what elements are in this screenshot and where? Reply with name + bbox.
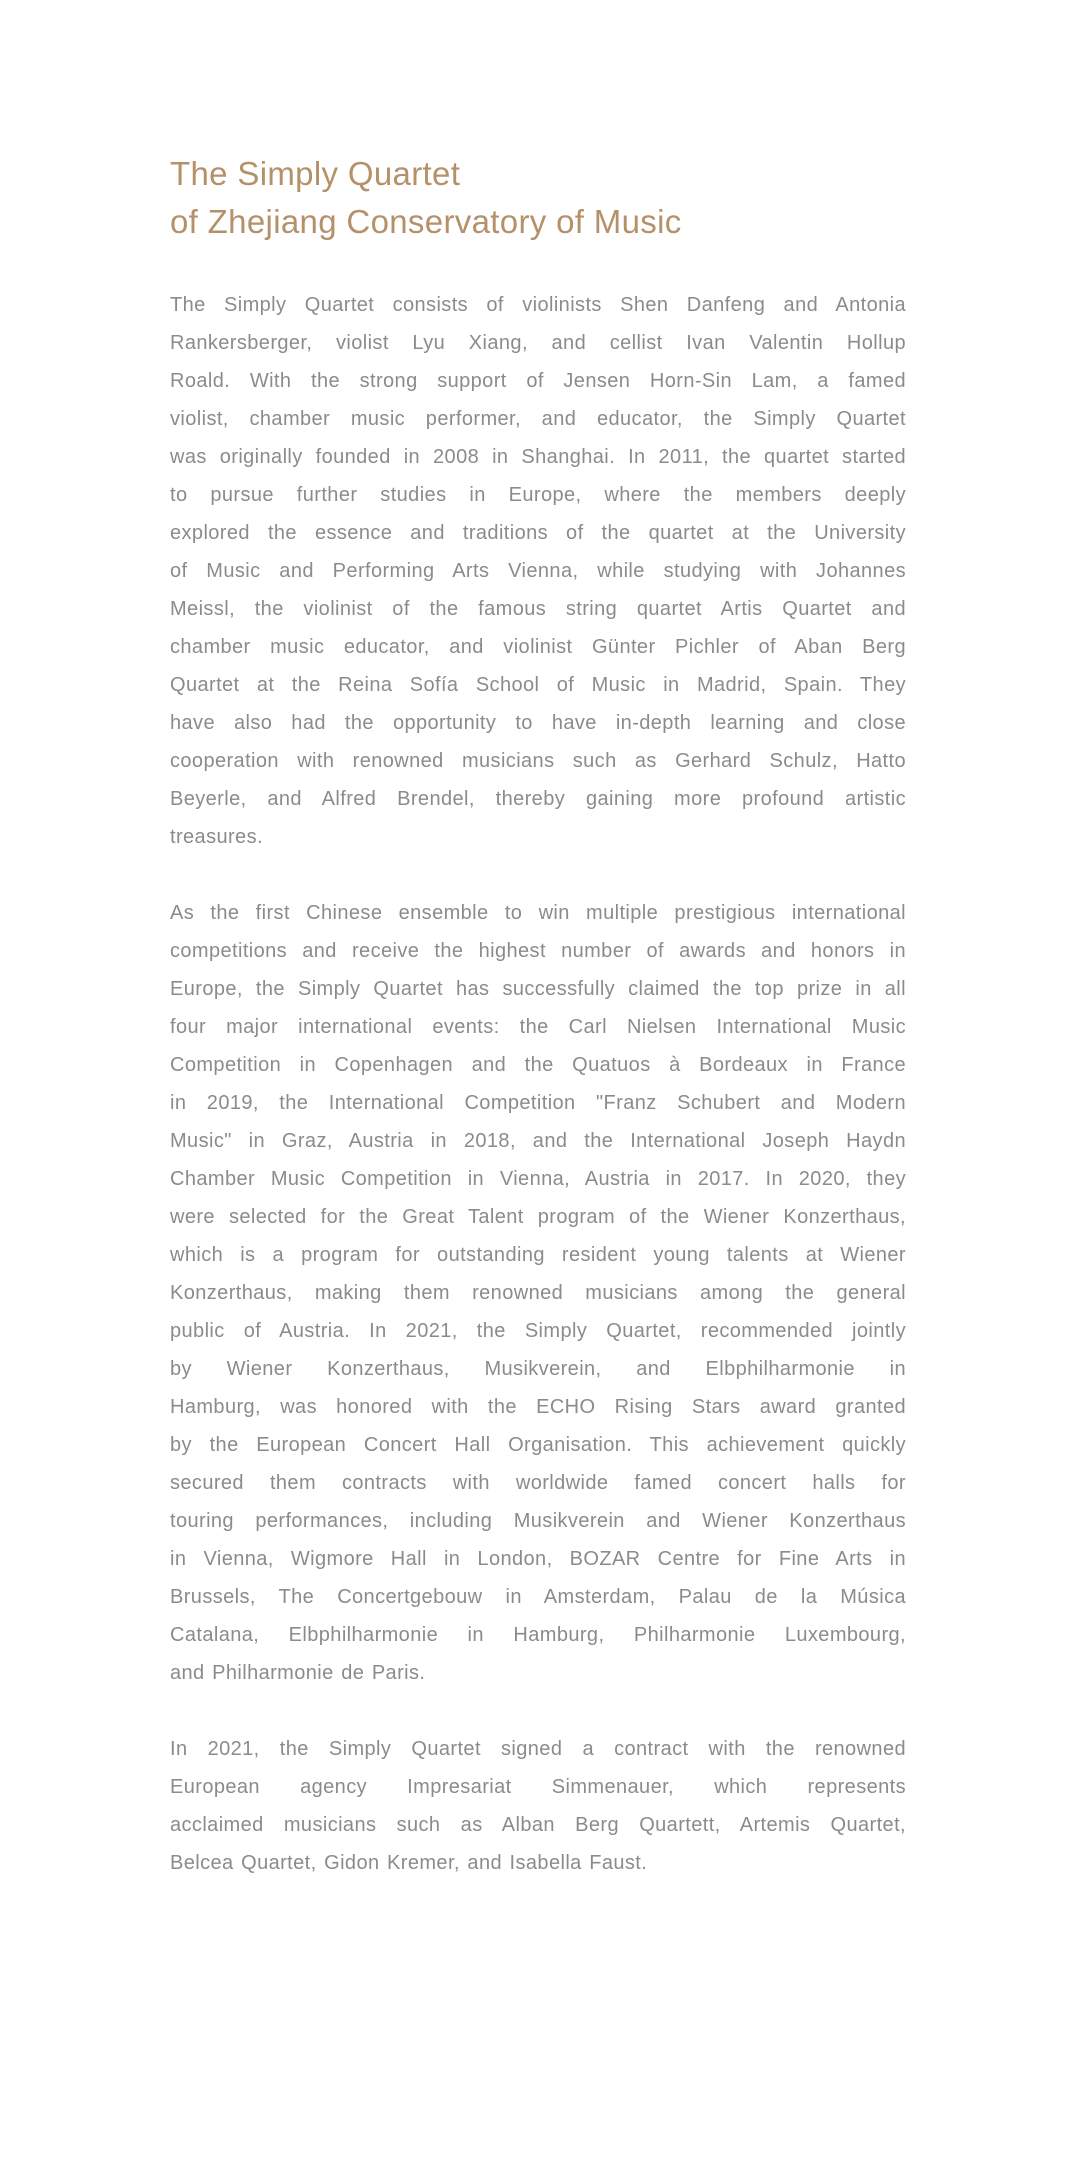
text-line: Competition in Copenhagen and the Quatuos à Bordeaux in France [170, 1054, 906, 1076]
text-line: violist, chamber music performer, and educator, the Simply Quartet [170, 408, 906, 430]
text-line: Rankersberger, violist Lyu Xiang, and cellist Ivan Valentin Hollup [170, 332, 906, 354]
text-line: secured them contracts with worldwide famed concert halls for [170, 1472, 906, 1494]
text-line: Hamburg, was honored with the ECHO Rising Stars award granted [170, 1396, 906, 1418]
text-line: explored the essence and traditions of the quartet at the University [170, 522, 906, 544]
text-line: Music" in Graz, Austria in 2018, and the International Joseph Haydn [170, 1130, 906, 1152]
text-line: of Zhejiang Conservatory of Music [170, 203, 682, 240]
text-line: European agency Impresariat Simmenauer, which represents [170, 1776, 906, 1798]
text-line: was originally founded in 2008 in Shanghai. In 2011, the quartet started [170, 446, 906, 468]
text-line: and Philharmonie de Paris. [170, 1662, 426, 1684]
text-line: acclaimed musicians such as Alban Berg Quartett, Artemis Quartet, [170, 1814, 906, 1836]
text-line: As the first Chinese ensemble to win multiple prestigious international [170, 902, 906, 924]
text-line: Konzerthaus, making them renowned musicians among the general [170, 1282, 906, 1304]
text-line: four major international events: the Carl Nielsen International Music [170, 1016, 906, 1038]
text-line: by Wiener Konzerthaus, Musikverein, and Elbphilharmonie in [170, 1358, 906, 1380]
text-line: The Simply Quartet [170, 155, 461, 192]
text-line: to pursue further studies in Europe, where the members deeply [170, 484, 906, 506]
text-line: Chamber Music Competition in Vienna, Austria in 2017. In 2020, they [170, 1168, 906, 1190]
bio-paragraph-awards [170, 894, 906, 1692]
text-line: which is a program for outstanding resident young talents at Wiener [170, 1244, 906, 1266]
text-line: were selected for the Great Talent program of the Wiener Konzerthaus, [170, 1206, 906, 1228]
text-line: cooperation with renowned musicians such as Gerhard Schulz, Hatto [170, 750, 906, 772]
text-line: have also had the opportunity to have in-depth learning and close [170, 712, 906, 734]
text-line: The Simply Quartet consists of violinists Shen Danfeng and Antonia [170, 294, 906, 316]
text-line: Quartet at the Reina Sofía School of Music in Madrid, Spain. They [170, 674, 906, 696]
text-line: treasures. [170, 826, 263, 848]
text-line: in 2019, the International Competition "Franz Schubert and Modern [170, 1092, 906, 1114]
text-line: In 2021, the Simply Quartet signed a contract with the renowned [170, 1738, 906, 1760]
text-line: of Music and Performing Arts Vienna, while studying with Johannes [170, 560, 906, 582]
page-content [170, 150, 906, 1882]
bio-paragraph-agency [170, 1730, 906, 1882]
text-line: Roald. With the strong support of Jensen Horn-Sin Lam, a famed [170, 370, 906, 392]
text-line: in Vienna, Wigmore Hall in London, BOZAR Centre for Fine Arts in [170, 1548, 906, 1570]
text-line: Europe, the Simply Quartet has successfully claimed the top prize in all [170, 978, 906, 1000]
text-line: Catalana, Elbphilharmonie in Hamburg, Philharmonie Luxembourg, [170, 1624, 906, 1646]
text-line: touring performances, including Musikverein and Wiener Konzerthaus [170, 1510, 906, 1532]
text-line: by the European Concert Hall Organisation. This achievement quickly [170, 1434, 906, 1456]
text-line: public of Austria. In 2021, the Simply Quartet, recommended jointly [170, 1320, 906, 1342]
text-line: Beyerle, and Alfred Brendel, thereby gaining more profound artistic [170, 788, 906, 810]
text-line: Belcea Quartet, Gidon Kremer, and Isabella Faust. [170, 1852, 648, 1874]
text-line: competitions and receive the highest number of awards and honors in [170, 940, 906, 962]
bio-paragraph-founding [170, 286, 906, 856]
page-title [170, 150, 906, 246]
text-line: chamber music educator, and violinist Günter Pichler of Aban Berg [170, 636, 906, 658]
text-line: Meissl, the violinist of the famous string quartet Artis Quartet and [170, 598, 906, 620]
text-line: Brussels, The Concertgebouw in Amsterdam, Palau de la Música [170, 1586, 906, 1608]
